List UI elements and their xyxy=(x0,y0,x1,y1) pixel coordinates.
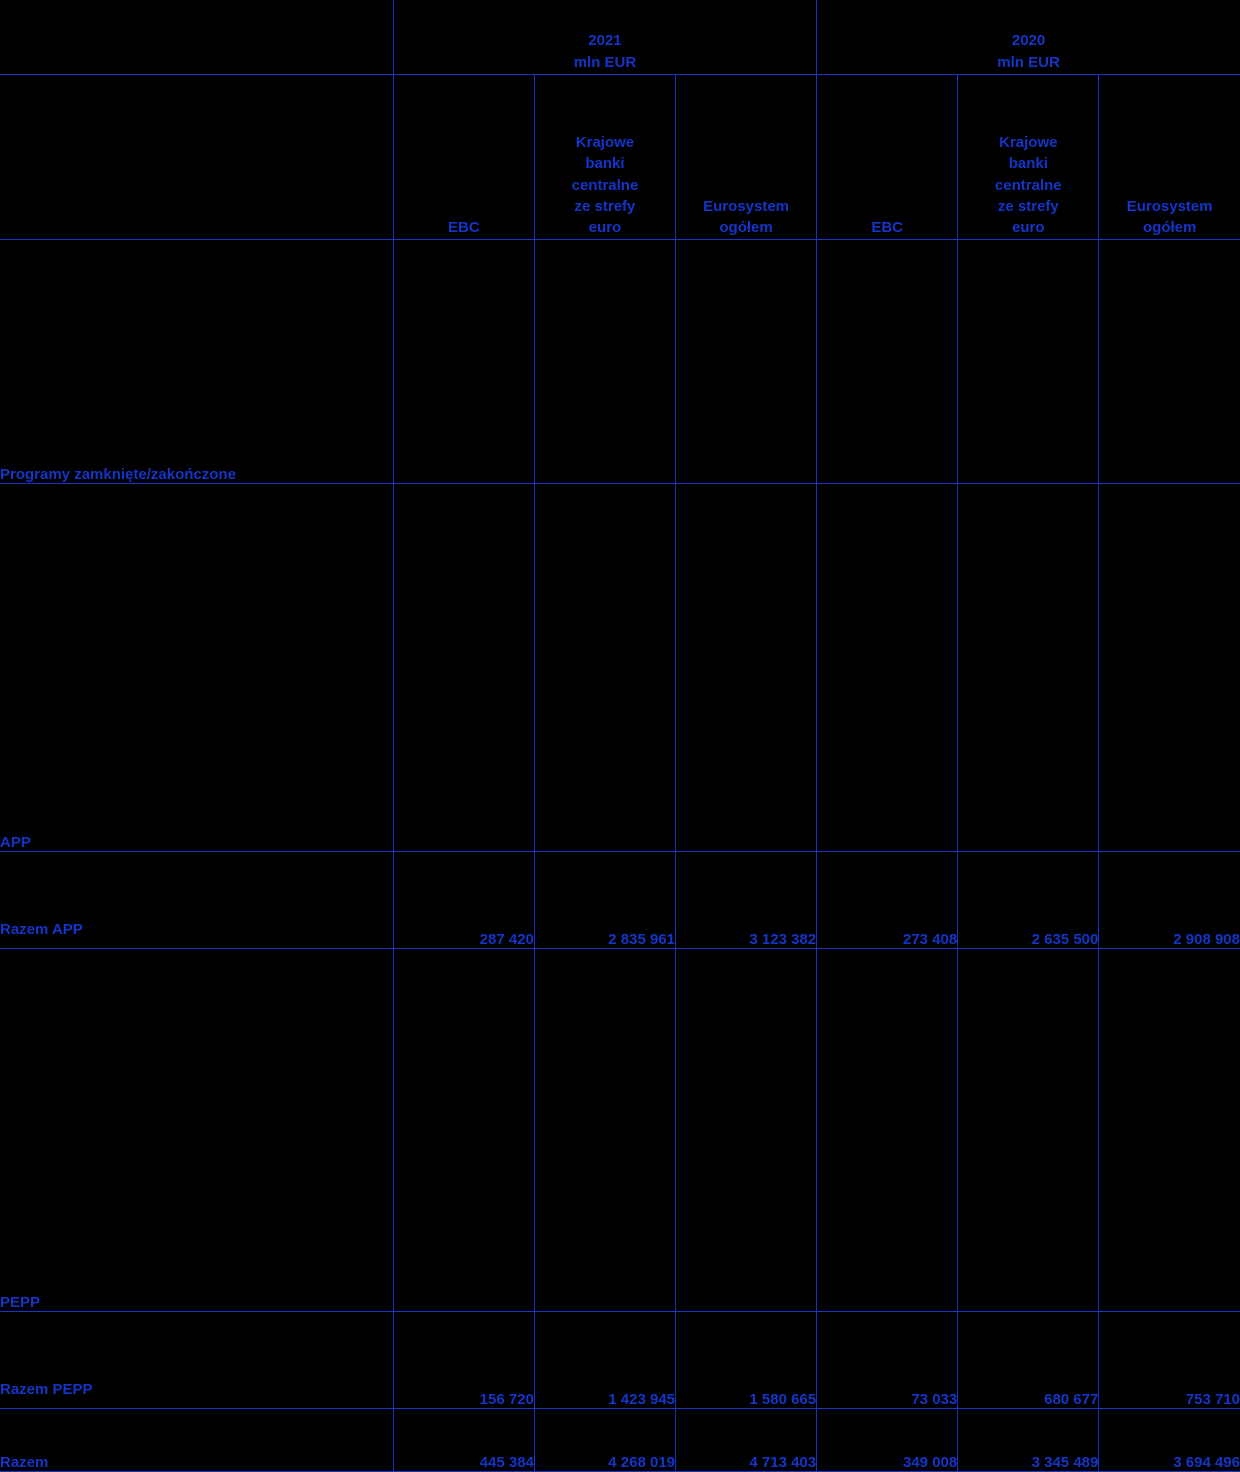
header-2021-ncb-l1: Krajowe xyxy=(575,134,635,152)
header-2021-ncb-l5: euro xyxy=(588,219,622,237)
header-2020-ebc xyxy=(817,74,958,239)
header-2020-ncb-l3: centralne xyxy=(994,176,1062,194)
header-2020-ncb-l2: banki xyxy=(1008,155,1048,173)
cell-app-2021-ncb xyxy=(534,483,675,851)
header-2020-euro-l1: Eurosystem xyxy=(1126,197,1213,215)
header-year-row xyxy=(0,0,1240,74)
cell-total-pepp-2020-ncb: 680 677 xyxy=(958,1311,1099,1408)
cell-total-pepp-2021-ncb: 1 423 945 xyxy=(534,1311,675,1408)
cell-grand-total-2020-euro: 3 694 496 xyxy=(1099,1408,1240,1471)
cell-pepp-2021-euro xyxy=(676,948,817,1311)
cell-total-app-2020-euro: 2 908 908 xyxy=(1099,852,1240,949)
cell-total-app-2020-ebc: 273 408 xyxy=(817,852,958,949)
header-2021-ncb-l4: ze strefy xyxy=(574,197,636,215)
cell-grand-total-2021-euro: 4 713 403 xyxy=(676,1408,817,1471)
table-row xyxy=(0,483,1240,851)
cell-pepp-2020-euro xyxy=(1099,948,1240,1311)
row-label-grand-total: Razem xyxy=(0,1408,393,1471)
cell-closed-2020-ebc xyxy=(817,239,958,483)
header-2020-euro-l2: ogółem xyxy=(1143,219,1197,237)
header-group-2020-year: 2020 xyxy=(1011,32,1046,49)
table-body xyxy=(0,239,1240,1472)
cell-app-2020-ebc xyxy=(817,483,958,851)
cell-app-2020-euro xyxy=(1099,483,1240,851)
header-group-2021 xyxy=(393,0,816,74)
cell-app-2020-ncb xyxy=(958,483,1099,851)
header-2021-ncb-l2: banki xyxy=(585,155,625,173)
cell-closed-2020-ncb xyxy=(958,239,1099,483)
cell-app-2021-ebc xyxy=(393,483,534,851)
header-2020-ncb-l1: Krajowe xyxy=(999,134,1058,152)
table-row xyxy=(0,852,1240,949)
header-2021-ncb-l3: centralne xyxy=(571,176,639,194)
header-2020-eurosystem xyxy=(1099,74,1240,239)
header-2021-euro-l2: ogółem xyxy=(719,219,773,237)
header-2021-euro-l1: Eurosystem xyxy=(703,197,789,215)
cell-total-pepp-2021-ebc: 156 720 xyxy=(393,1311,534,1408)
cell-grand-total-2021-ebc: 445 384 xyxy=(393,1408,534,1471)
row-label-app: APP xyxy=(0,483,393,851)
header-2020-ebc-label: EBC xyxy=(871,219,904,237)
table-row xyxy=(0,1408,1240,1471)
table-row xyxy=(0,239,1240,483)
cell-pepp-2021-ncb xyxy=(534,948,675,1311)
header-group-2020 xyxy=(817,0,1240,74)
cell-total-pepp-2020-ebc: 73 033 xyxy=(817,1311,958,1408)
header-2021-eurosystem xyxy=(676,74,817,239)
cell-total-app-2021-ebc: 287 420 xyxy=(393,852,534,949)
header-2021-ebc xyxy=(393,74,534,239)
header-group-2020-unit: mln EUR xyxy=(997,53,1060,71)
header-2020-ncb xyxy=(958,74,1099,239)
cell-app-2021-euro xyxy=(676,483,817,851)
header-2020-ncb-l5: euro xyxy=(1012,219,1045,237)
cell-pepp-2020-ebc xyxy=(817,948,958,1311)
cell-pepp-2020-ncb xyxy=(958,948,1099,1311)
header-group-2021-unit: mln EUR xyxy=(573,53,637,71)
cell-grand-total-2020-ncb: 3 345 489 xyxy=(958,1408,1099,1471)
cell-total-app-2021-euro: 3 123 382 xyxy=(676,852,817,949)
row-label-total-pepp: Razem PEPP xyxy=(0,1311,393,1408)
header-2021-ncb xyxy=(534,74,675,239)
header-group-2021-year: 2021 xyxy=(588,32,622,49)
row-label-total-app: Razem APP xyxy=(0,852,393,949)
header-rowlabel-cell xyxy=(0,74,393,239)
row-label-closed-programmes: Programy zamknięte/zakończone xyxy=(0,239,393,483)
cell-total-app-2020-ncb: 2 635 500 xyxy=(958,852,1099,949)
row-label-pepp: PEPP xyxy=(0,948,393,1311)
cell-closed-2021-ncb xyxy=(534,239,675,483)
header-2020-ncb-l4: ze strefy xyxy=(997,197,1059,215)
cell-total-app-2021-ncb: 2 835 961 xyxy=(534,852,675,949)
header-2021-ebc-label: EBC xyxy=(448,219,480,237)
cell-closed-2020-euro xyxy=(1099,239,1240,483)
cell-closed-2021-euro xyxy=(676,239,817,483)
cell-closed-2021-ebc xyxy=(393,239,534,483)
header-sub-row xyxy=(0,74,1240,239)
table-head xyxy=(0,0,1240,239)
table-row xyxy=(0,1311,1240,1408)
cell-total-pepp-2020-euro: 753 710 xyxy=(1099,1311,1240,1408)
cell-pepp-2021-ebc xyxy=(393,948,534,1311)
header-corner-cell xyxy=(0,0,393,74)
cell-total-pepp-2021-euro: 1 580 665 xyxy=(676,1311,817,1408)
cell-grand-total-2021-ncb: 4 268 019 xyxy=(534,1408,675,1471)
cell-grand-total-2020-ebc: 349 008 xyxy=(817,1408,958,1471)
table-row xyxy=(0,948,1240,1311)
